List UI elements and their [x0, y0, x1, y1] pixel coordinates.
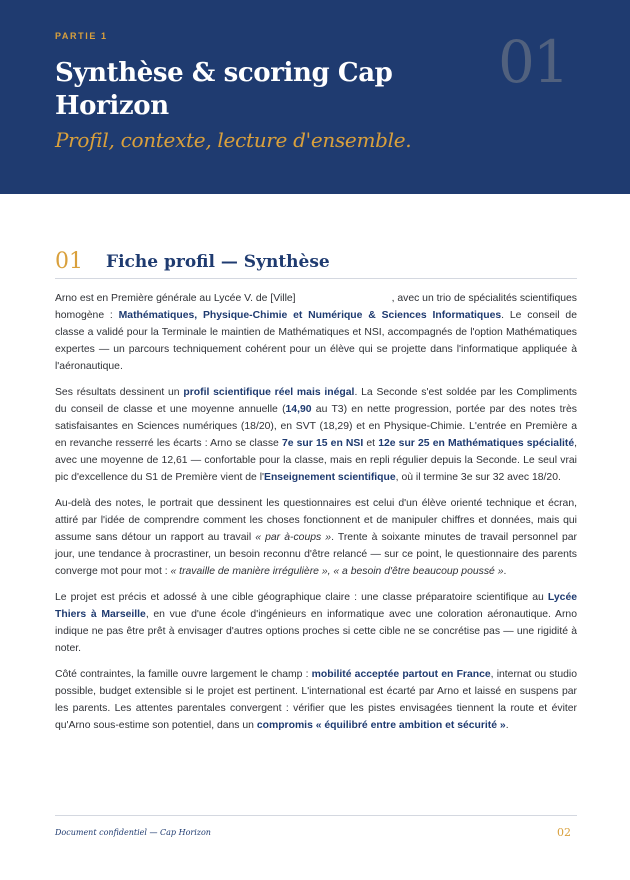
paragraph-profile: Arno est en Première générale au Lycée V. de [Ville] , avec un trio de spécialités scientifiques homogène : Mathématiques, Physique-Chimie et Numérique & Sciences Informatiques. Le conseil de classe a validé pour la Terminale le maintien de Mathématiques et NSI, accompagnés de l'option Mathématiques expertes — un parcours techniquement cohérent pour un élève qui se projette dans l'informatique appliquée à l'aéronautique.: [55, 293, 577, 372]
paragraph-results: Ses résultats dessinent un profil scientifique réel mais inégal. La Seconde s'est soldée par les Compliments du conseil de classe et une moyenne annuelle (14,90 au T3) en nette progression, portée par des notes très satisfaisantes en Sciences numériques (18/20), en SVT (18,29) et en Physique-Chimie. L'entrée en Première a en revanche resserré les écarts : Arno se classe 7e sur 15 en NSI et 12e sur 25 en Mathématiques spécialité, avec une moyenne de 12,61 — confortable pour la classe, mais en repli régulier depuis la Seconde. Le seul vrai pic d'excellence du S1 de Première vient de l'Enseignement scientifique, où il termine 3e sur 32 avec 18/20.: [55, 387, 578, 483]
paragraph-constraints: Côté contraintes, la famille ouvre largement le champ : mobilité acceptée partout en France, internat ou studio possible, budget extensible si le projet est pertinent. L'international est écarté par Arno et laissé en suspens par les parents. Les attentes parentales convergent : vérifier que les pistes envisagées tiennent la route et éviter qu'Arno sous-estime son potentiel, dans un compromis « équilibré entre ambition et sécurité ».: [55, 669, 577, 731]
redaction-block: [296, 293, 392, 303]
school-name: Lycée V. de [Ville]: [213, 293, 296, 304]
paragraph-portrait: Au-delà des notes, le portrait que dessinent les questionnaires est celui d'un élève orienté technique et écran, attiré par l'idée de comprendre comment les choses fonctionnent et de manipuler chiffres et données, mais qui assume sans détour un rapport au travail « par à-coups ». Trente à soixante minutes de travail personnel par jour, une tendance à procrastiner, un besoin reconnu d'être relancé — sur ce point, le questionnaire des parents converge mot pour mot : « travaille de manière irrégulière », « a besoin d'être beaucoup poussé ».: [55, 498, 577, 577]
footer-divider: [55, 815, 577, 816]
section-divider: [55, 278, 577, 279]
part-label: PARTIE 1: [55, 31, 108, 41]
chapter-title: Synthèse & scoring Cap Horizon: [55, 58, 393, 121]
paragraph-project: Le projet est précis et adossé à une cible géographique claire : une classe préparatoire scientifique au Lycée Thiers à Marseille, en vue d'une école d'ingénieurs en informatique avec une coloration aéronautique. Arno indique ne pas être prêt à envisager d'autres options proches si cette cible ne se concrétise pas — une rigidité à noter.: [55, 592, 577, 654]
chapter-subtitle: Profil, contexte, lecture d'ensemble.: [55, 128, 412, 152]
footer-label: Document confidentiel — Cap Horizon: [55, 828, 211, 837]
section-title: Fiche profil — Synthèse: [106, 252, 330, 272]
chapter-number: 01: [498, 28, 568, 96]
page-number: 02: [557, 826, 571, 839]
section-body: [55, 290, 577, 743]
section-number: 01: [55, 249, 83, 274]
chapter-header: [0, 0, 630, 194]
